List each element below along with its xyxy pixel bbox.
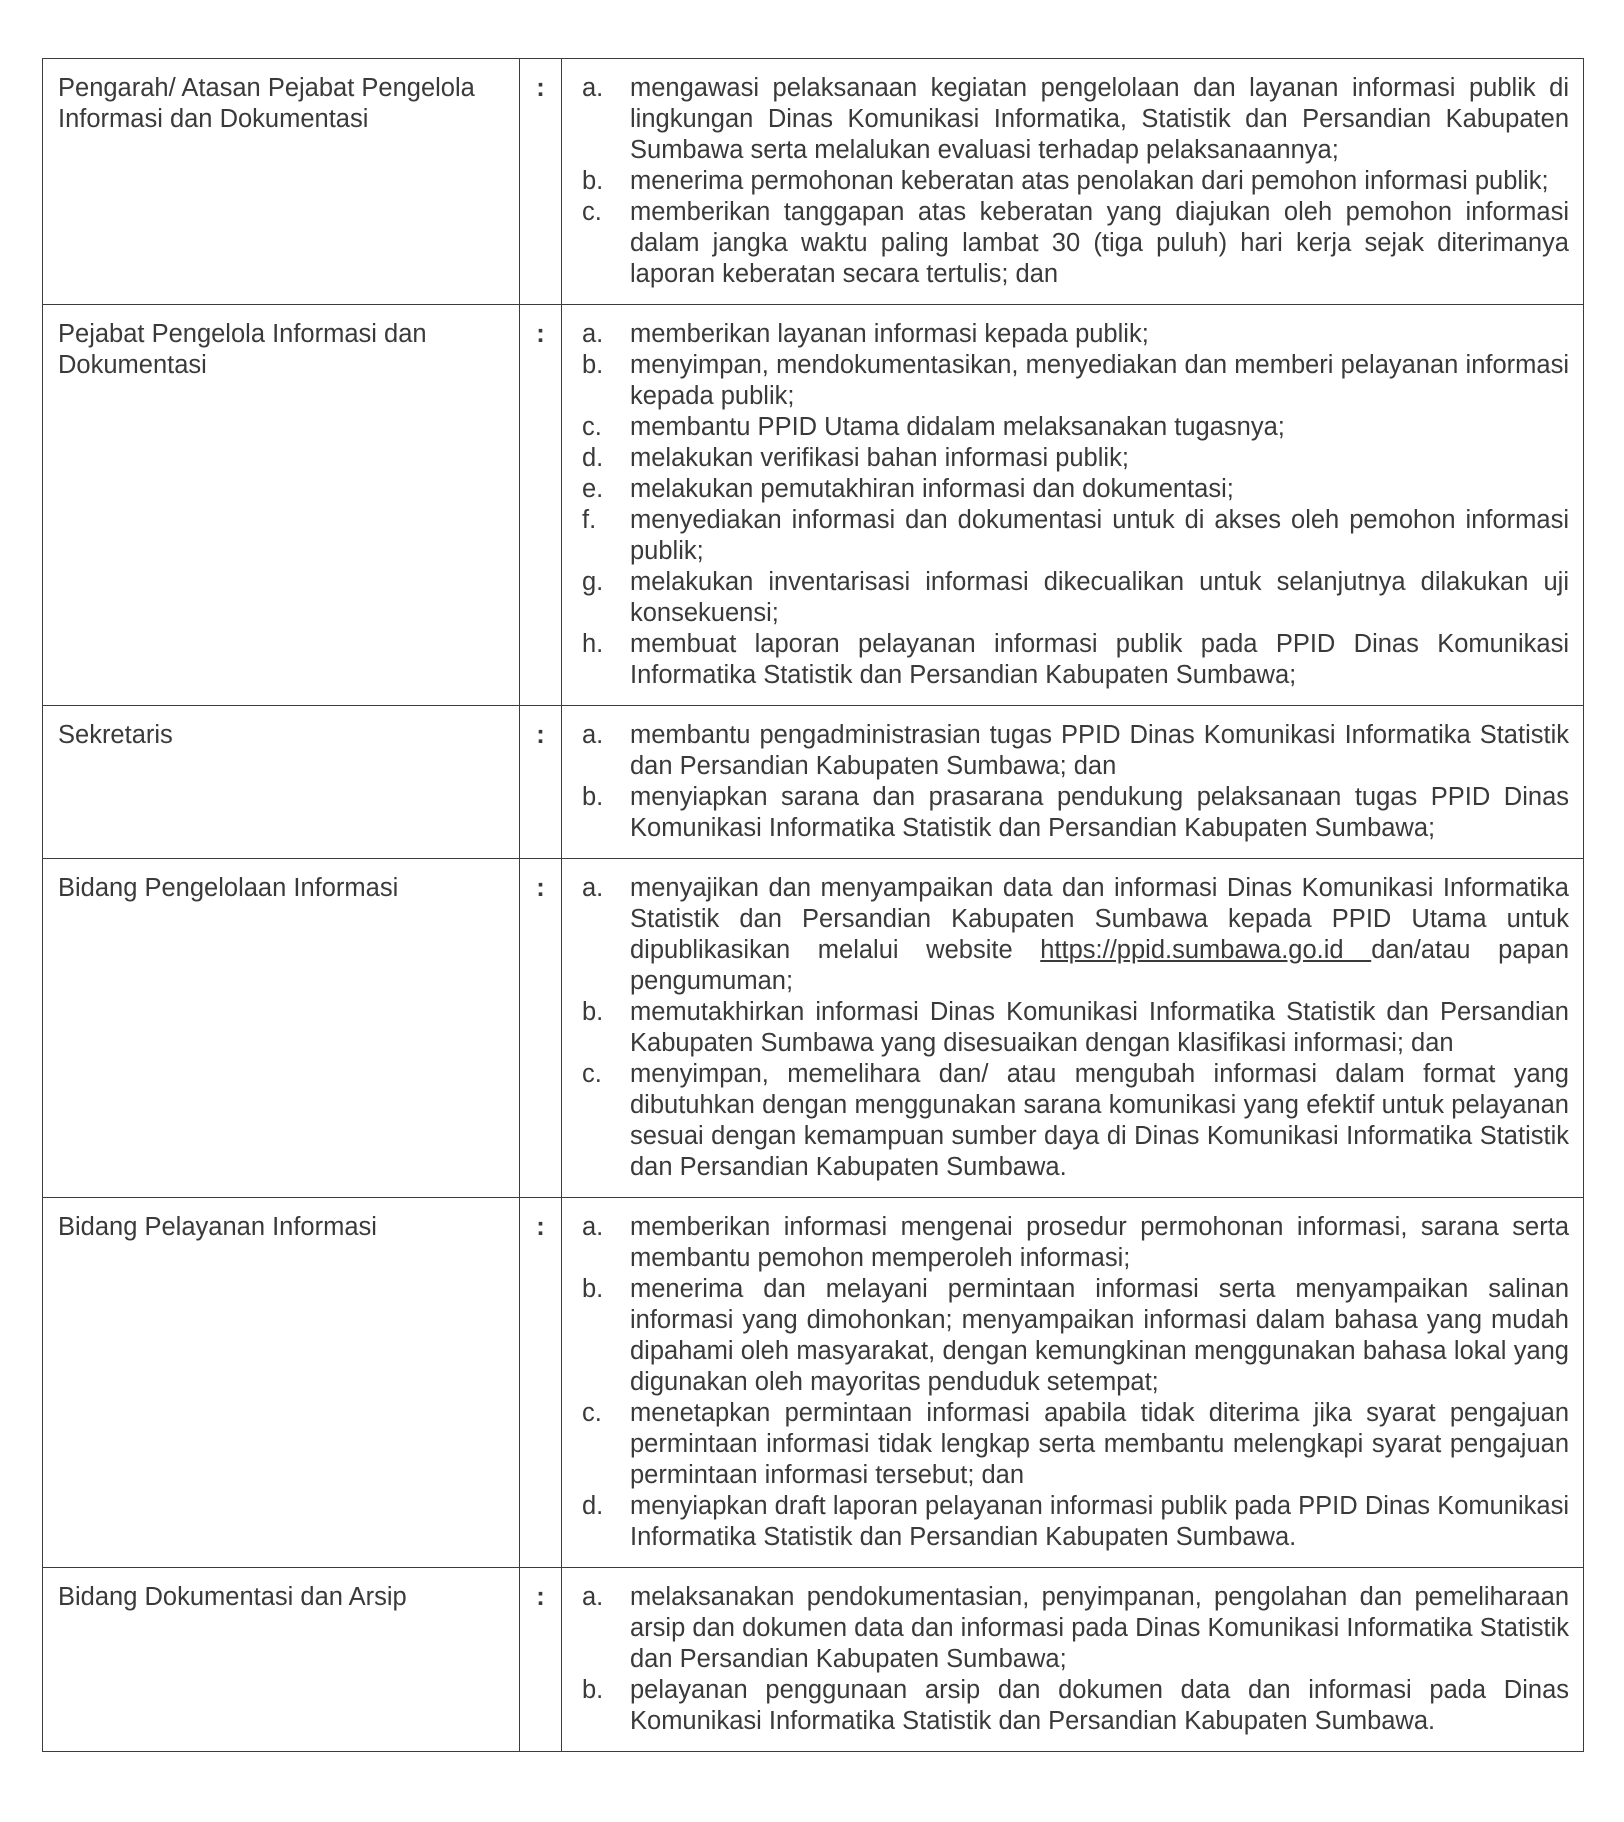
list-item [562, 567, 1569, 629]
item-letter: b. [582, 351, 604, 379]
list-item [562, 505, 1569, 567]
role-cell: Bidang Dokumentasi dan Arsip [43, 1568, 520, 1752]
item-text [630, 873, 1569, 997]
item-letter: g. [582, 568, 604, 596]
list-item [562, 1582, 1569, 1675]
item-letter: c. [582, 413, 602, 441]
item-letter: b. [582, 783, 604, 811]
duties-list [562, 720, 1569, 844]
item-text: melakukan pemutakhiran informasi dan dokumentasi; [630, 475, 1234, 503]
duties-cell [562, 1198, 1584, 1568]
item-letter: b. [582, 1676, 604, 1704]
role-cell: Bidang Pengelolaan Informasi [43, 859, 520, 1198]
duties-cell [562, 305, 1584, 706]
item-text: membantu pengadministrasian tugas PPID Dinas Komunikasi Informatika Statistik dan Persandian Kabupaten Sumbawa; dan [630, 721, 1569, 780]
item-text: melakukan inventarisasi informasi dikecualikan untuk selanjutnya dilakukan uji konsekuensi; [630, 568, 1569, 627]
list-item [562, 197, 1569, 290]
table-row [43, 1568, 1584, 1752]
colon-separator: : [520, 706, 562, 859]
list-item [562, 412, 1569, 443]
list-item [562, 873, 1569, 997]
item-letter: b. [582, 998, 604, 1026]
item-text: menerima permohonan keberatan atas penolakan dari pemohon informasi publik; [630, 167, 1549, 195]
list-item [562, 1675, 1569, 1737]
item-letter: b. [582, 1275, 604, 1303]
item-text: menerima dan melayani permintaan informasi serta menyampaikan salinan informasi yang dimohonkan; menyampaikan informasi dalam bahasa yang mudah dipahami oleh masyarakat, dengan kemungkinan menggunakan bahasa lokal yang digunakan oleh mayoritas penduduk setempat; [630, 1275, 1569, 1396]
colon-separator: : [520, 1198, 562, 1568]
item-letter: d. [582, 444, 604, 472]
role-cell: Bidang Pelayanan Informasi [43, 1198, 520, 1568]
table-row [43, 59, 1584, 305]
item-text: melakukan verifikasi bahan informasi publik; [630, 444, 1129, 472]
item-text: menyimpan, mendokumentasikan, menyediakan dan memberi pelayanan informasi kepada publik; [630, 351, 1569, 410]
list-item [562, 629, 1569, 691]
duties-list [562, 873, 1569, 1183]
item-text: membantu PPID Utama didalam melaksanakan tugasnya; [630, 413, 1285, 441]
item-text: memutakhirkan informasi Dinas Komunikasi Informatika Statistik dan Persandian Kabupaten Sumbawa yang disesuaikan dengan klasifikasi informasi; dan [630, 998, 1569, 1057]
duties-list [562, 319, 1569, 691]
table-row [43, 1198, 1584, 1568]
item-text: memberikan layanan informasi kepada publik; [630, 320, 1149, 348]
list-item [562, 720, 1569, 782]
item-text: membuat laporan pelayanan informasi publik pada PPID Dinas Komunikasi Informatika Statistik dan Persandian Kabupaten Sumbawa; [630, 630, 1569, 689]
list-item [562, 1212, 1569, 1274]
item-letter: a. [582, 874, 604, 902]
item-letter: c. [582, 198, 602, 226]
item-text: memberikan informasi mengenai prosedur permohonan informasi, sarana serta membantu pemohon memperoleh informasi; [630, 1213, 1569, 1272]
item-text: mengawasi pelaksanaan kegiatan pengelolaan dan layanan informasi publik di lingkungan Dinas Komunikasi Informatika, Statistik dan Persandian Kabupaten Sumbawa serta melalukan evaluasi terhadap pelaksanaannya; [630, 74, 1569, 164]
item-text: menyiapkan draft laporan pelayanan informasi publik pada PPID Dinas Komunikasi Informatika Statistik dan Persandian Kabupaten Sumbawa. [630, 1492, 1569, 1551]
duties-cell [562, 859, 1584, 1198]
item-letter: a. [582, 74, 604, 102]
list-item [562, 319, 1569, 350]
item-text-after-link: dan/atau papan pengumuman; [630, 936, 1569, 995]
list-item [562, 73, 1569, 166]
list-item [562, 474, 1569, 505]
item-text: melaksanakan pendokumentasian, penyimpanan, pengolahan dan pemeliharaan arsip dan dokumen data dan informasi pada Dinas Komunikasi Informatika Statistik dan Persandian Kabupaten Sumbawa; [630, 1583, 1569, 1673]
item-letter: a. [582, 721, 604, 749]
duties-list [562, 73, 1569, 290]
item-letter: b. [582, 167, 604, 195]
item-letter: d. [582, 1492, 604, 1520]
colon-separator: : [520, 59, 562, 305]
list-item [562, 1491, 1569, 1553]
item-letter: c. [582, 1060, 602, 1088]
colon-separator: : [520, 1568, 562, 1752]
list-item [562, 782, 1569, 844]
item-text: memberikan tanggapan atas keberatan yang diajukan oleh pemohon informasi dalam jangka waktu paling lambat 30 (tiga puluh) hari kerja sejak diterimanya laporan keberatan secara tertulis; dan [630, 198, 1569, 288]
list-item [562, 166, 1569, 197]
item-text: menetapkan permintaan informasi apabila tidak diterima jika syarat pengajuan permintaan informasi tidak lengkap serta membantu melengkapi syarat pengajuan permintaan informasi tersebut; dan [630, 1399, 1569, 1489]
role-cell: Pejabat Pengelola Informasi dan Dokumentasi [43, 305, 520, 706]
website-link[interactable]: https://ppid.sumbawa.go.id [1040, 936, 1372, 964]
role-cell: Sekretaris [43, 706, 520, 859]
list-item [562, 1274, 1569, 1398]
item-text: menyiapkan sarana dan prasarana pendukung pelaksanaan tugas PPID Dinas Komunikasi Informatika Statistik dan Persandian Kabupaten Sumbawa; [630, 783, 1569, 842]
duties-table-body [43, 59, 1584, 1752]
item-text: menyediakan informasi dan dokumentasi untuk di akses oleh pemohon informasi publik; [630, 506, 1569, 565]
item-text: pelayanan penggunaan arsip dan dokumen data dan informasi pada Dinas Komunikasi Informatika Statistik dan Persandian Kabupaten Sumbawa. [630, 1676, 1569, 1735]
item-letter: a. [582, 1213, 604, 1241]
duties-cell [562, 706, 1584, 859]
role-cell: Pengarah/ Atasan Pejabat Pengelola Informasi dan Dokumentasi [43, 59, 520, 305]
item-text: menyimpan, memelihara dan/ atau mengubah informasi dalam format yang dibutuhkan dengan menggunakan sarana komunikasi yang efektif untuk pelayanan sesuai dengan kemampuan sumber daya di Dinas Komunikasi Informatika Statistik dan Persandian Kabupaten Sumbawa. [630, 1060, 1569, 1181]
item-letter: e. [582, 475, 604, 503]
table-row [43, 859, 1584, 1198]
table-row [43, 706, 1584, 859]
item-letter: a. [582, 320, 604, 348]
item-letter: a. [582, 1583, 604, 1611]
duties-cell [562, 1568, 1584, 1752]
item-letter: f. [582, 506, 597, 534]
table-row [43, 305, 1584, 706]
colon-separator: : [520, 859, 562, 1198]
list-item [562, 1059, 1569, 1183]
item-letter: h. [582, 630, 604, 658]
item-text-before-link: menyajikan dan menyampaikan data dan informasi Dinas Komunikasi Informatika Statistik dan Persandian Kabupaten Sumbawa kepada PPID Utama untuk dipublikasikan melalui website [630, 874, 1569, 964]
list-item [562, 1398, 1569, 1491]
colon-separator: : [520, 305, 562, 706]
duties-list [562, 1212, 1569, 1553]
duties-list [562, 1582, 1569, 1737]
list-item [562, 443, 1569, 474]
list-item [562, 997, 1569, 1059]
duties-cell [562, 59, 1584, 305]
list-item [562, 350, 1569, 412]
item-letter: c. [582, 1399, 602, 1427]
duties-table [42, 58, 1584, 1752]
